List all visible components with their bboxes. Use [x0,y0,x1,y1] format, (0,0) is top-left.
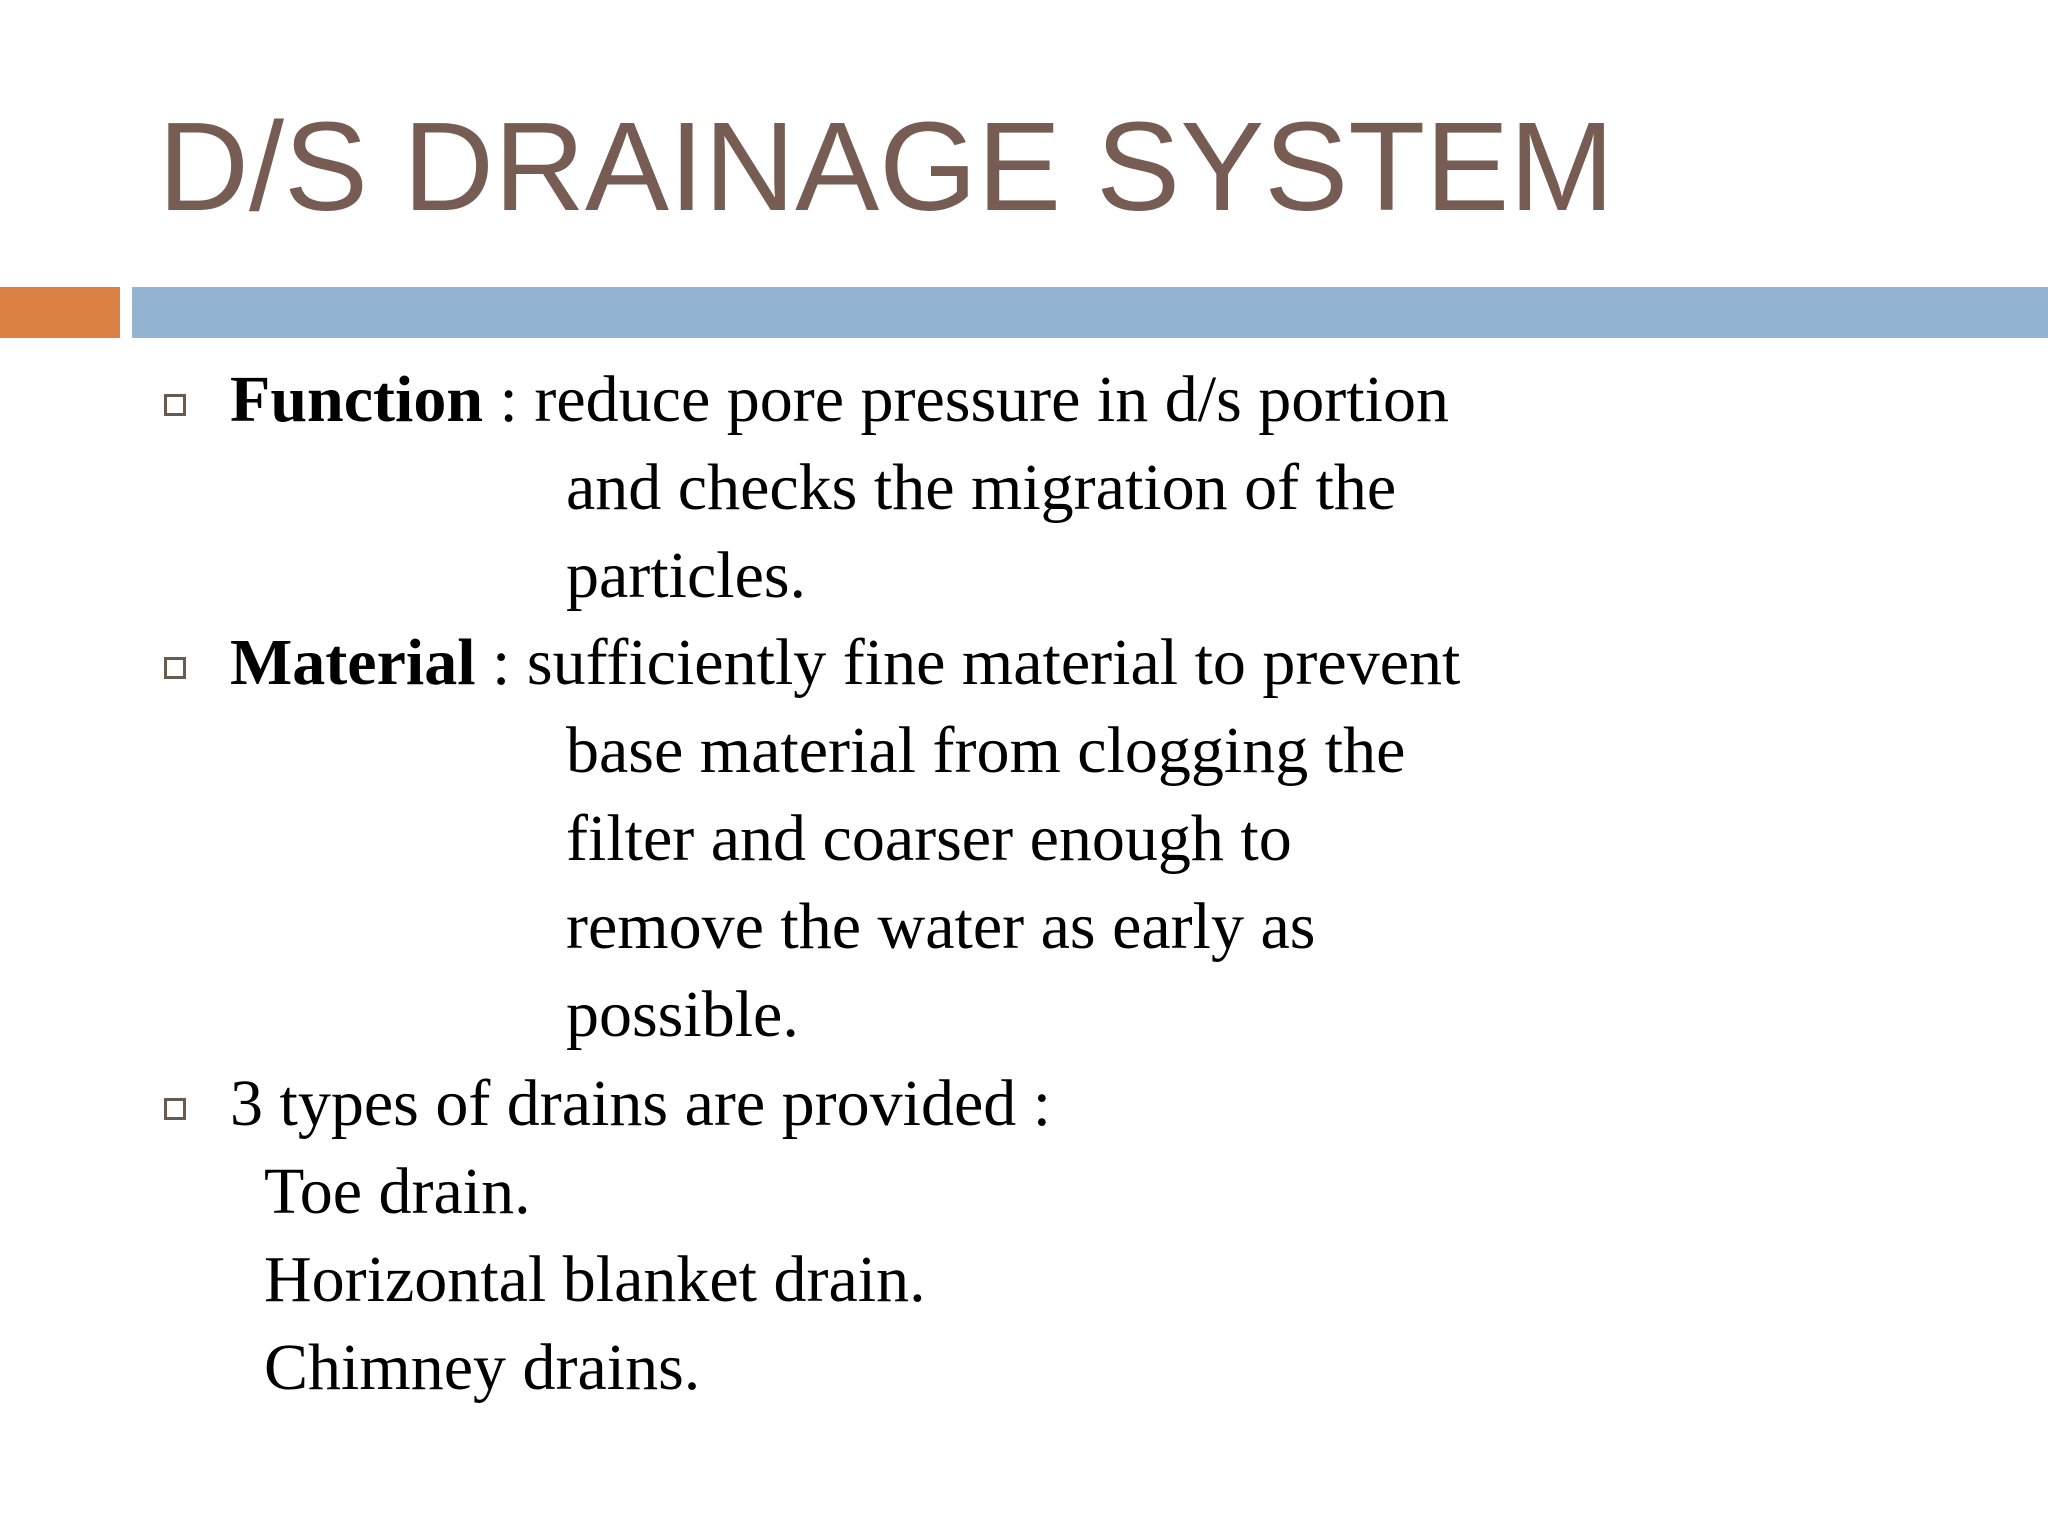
bullet-square-icon [164,394,186,416]
bullet-separator: : [475,626,527,699]
bullet-material-text: sufficiently fine material to prevent [526,626,1461,699]
bullet-separator: : [483,363,535,436]
bullet-function-continuation: and checks the migration of the [566,451,1397,524]
bullet-drain-types-line: 3 types of drains are provided : [230,1067,1052,1140]
bullet-material-continuation: base material from clogging the [566,714,1406,787]
bullet-function-continuation: particles. [566,539,807,612]
bullet-term-function: Function [230,363,484,436]
bullet-term-material: Material [230,626,476,699]
bullet-square-icon [164,1098,186,1120]
bullet-material-line [230,619,1460,707]
drain-type-item: Toe drain. [264,1155,531,1228]
bullet-material-continuation: remove the water as early as [566,890,1316,963]
bullet-function-text: reduce pore pressure in d/s portion [534,363,1449,436]
bullet-function-line [230,356,1449,444]
slide-title: D/S DRAINAGE SYSTEM [158,96,1615,237]
bullet-material-continuation: possible. [566,978,799,1051]
drain-type-item: Chimney drains. [264,1331,701,1404]
drain-type-item: Horizontal blanket drain. [264,1243,926,1316]
bullet-square-icon [164,657,186,679]
bullet-material-continuation: filter and coarser enough to [566,802,1292,875]
